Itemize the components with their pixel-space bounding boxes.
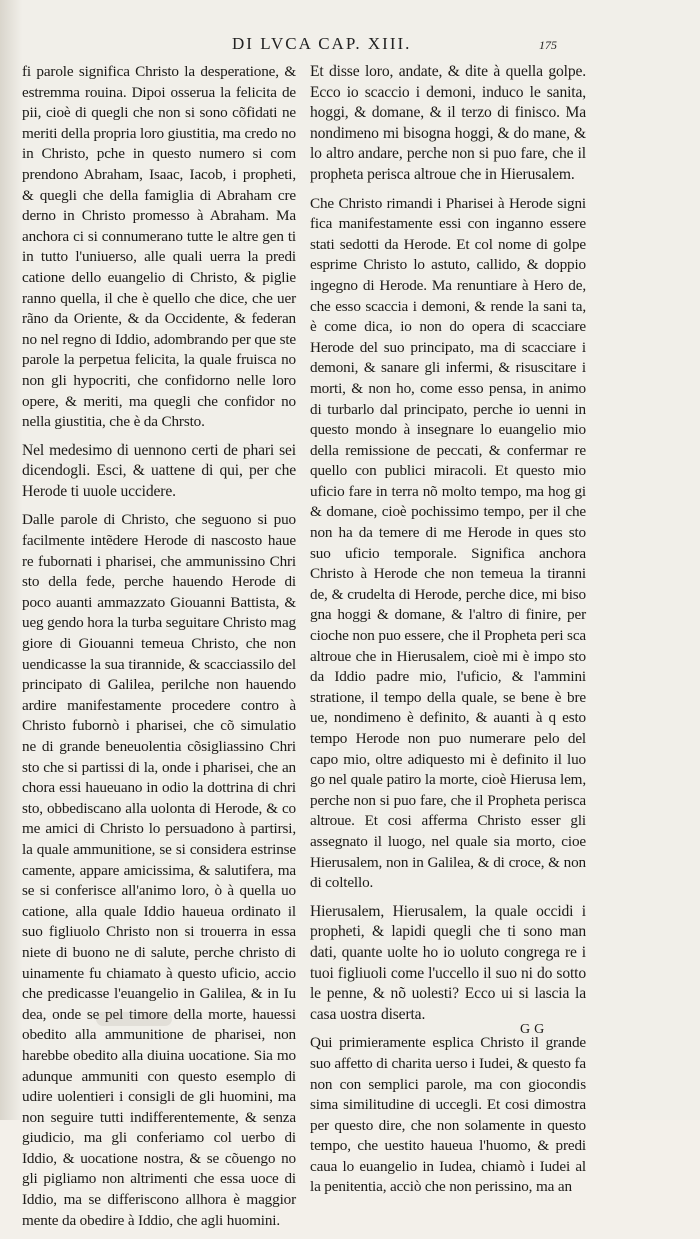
left-column [22, 62, 296, 1239]
scripture-verse: Et disse loro, andate, & dite à quella golpe. Ecco io scaccio i demoni, induco le sanita, hoggi, & domane, & il terzo di finisco. Ma nondimeno mi bisogna hoggi, & do mane, & lo altro andare, perche non si puo fare, che il propheta perisca altroue che in Hierusalem. [310, 63, 586, 183]
page-header [0, 34, 700, 58]
page-number: 175 [539, 38, 557, 52]
commentary-paragraph: Qui primieramente esplica Christo il grande suo affetto di charita uerso i Iudei, & questo fa non con semplici parole, ma con giocondis sima similitudine di uccegli. Et cosi dimostra per questo dire, che non solamente in questo tempo, che uestito haueua l'huomo, & predi caua lo euangelio in Iudea, chiamò i Iudei al la penitentia, acciò che non perissino, ma an [310, 1034, 586, 1196]
commentary-paragraph: fi parole significa Christo la desperatione, & estremma rouina. Dipoi osserua la felicita de pii, cioè di quegli che non si sono cõfidati ne meriti della propria loro giustitia, ma credo no in Christo, pche in questo numero si com prendono Abraham, Isaac, Iacob, i propheti, & quegli che della famiglia di Abraham cre derno in Christo promesso à Abraham. Ma anchora ci si connumerano tutte le altre gen ti in tutto l'uniuerso, alle quali uerra la predi catione dello euangelio di Christo, & piglie ranno quella, il che è quello che dice, che uer rãno da Oriente, & da Occidente, & federan no nel regno di Iddio, adombrando per que ste parole la perpetua felicita, la quale fruisca no non gli hypocriti, che confidorno nelle loro opere, & meriti, ma quegli che confidor no nella giustitia, che è da Chrsto. [22, 63, 296, 431]
scripture-verse: Nel medesimo di uennono certi de phari sei dicendogli. Esci, & uattene di qui, per che Herode ti uuole uccidere. [22, 441, 296, 500]
signature-mark: GG [520, 1022, 549, 1037]
running-title: DI LVCA CAP. XIII. [232, 34, 412, 53]
ink-stain [96, 1012, 172, 1026]
commentary-paragraph: Dalle parole di Christo, che seguono si puo facilmente intẽdere Herode di nascosto haue re fubornati i pharisei, che ammunissino Chri sto della fede, perche hauendo Herode di poco auanti ammazzato Giouanni Battista, & ueg gendo hora la turba seguitare Christo mag giore di Giouanni temeua Christo, che non uendicasse la sua tirannide, & scacciassilo del principato di Galilea, perilche non hauendo ardire manifestamente procedere contro à Christo fubornò i pharisei, che cõ simulatio ne di grande beneuolentia cõsigliassino Chri sto che si partissi di la, onde i pharisei, che an chora essi haueuano in odio la dottrina di chri sto, obbediscano alla uolonta di Herode, & co me amici di Christo lo persuadono à partirsi, la quale ammunitione, se si considera estrinse camente, appare amicissima, & salutifera, ma se si conferisce all'animo loro, ò à quella uo catione, alla quale Iddio haueua ordinato il suo figliuolo Christo non si trouerra in essa niete di buono ne di salute, perche christo di uinamente fu chiamato à questo uficio, accio che predicasse l'euangelio in Galilea, & in Iu dea, onde se pel timore della morte, hauessi obedito alla ammunitione de pharisei, non harebbe obedito alla diuina uocatione. Sia mo adunque ammuniti con questo esemplo di udire uolentieri i consigli de gli huomini, ma non seguire tutti indifferentemente, & senza giudicio, ma gli conferiamo col uerbo di Iddio, & uocatione nostra, & se cõuengo no gli pigliamo non altrimenti che essa uoce di Iddio, ma se differiscono allhora è maggior mente da obedire à Iddio, che agli huomini. [22, 511, 296, 1229]
commentary-paragraph: Che Christo rimandi i Pharisei à Herode signi fica manifestamente essi con inganno essere stati sedotti da Herode. Et col nome di golpe esprime Christo lo astuto, callido, & doppio ingegno di Herode. Ma renuntiare à Hero de, che esso scaccia i demoni, & rende la sani ta, è come dica, io non do opera di scacciare Herode del suo principato, ma di scacciare i demoni, & sanare gli infermi, & risuscitare i morti, & non ho, come esso pensa, in animo di turbarlo dal principato, perche io uenni in questo mondo à insegnare lo euangelio mio della remissione de peccati, & confermar re quello con publici miracoli. Et questo mio uficio fare in terra nõ molto tempo, ma hog gi & domane, cioè pochissimo tempo, per il che non ha da temere di me Herode in ques sto suo uficio temporale. Significa anchora Christo à Herode che non temeua la tiranni de, & crudelta di Herode, perche dice, mi biso gna hoggi & domane, & l'altro di finire, per cioche non puo essere, che il Propheta peri sca altroue che in Hierusalem, cioè mi è impo sto da Iddio padre mio, l'uficio, & l'ammini stratione, il tempo della quale, se bene è bre ue, nondimeno è definito, & auanti à q esto tempo Herode non puo numerare pelo del capo mio, oltre adiquesto mi è definito il luo go nel quale patiro la morte, cioè Hierusa lem, perche non si puo fare, che il Propheta perisca altroue. Et cosi afferma Christo esser gli assegnato il luogo, nel quale sia morto, cioe Hierusalem, non in Galilea, & di croce, & non di coltello. [310, 194, 586, 892]
scripture-verse: Hierusalem, Hierusalem, la quale occidi i propheti, & lapidi quegli che ti sono man dati, quante uolte ho io uoluto congrega re i tuoi figliuoli come l'uccello il suo ni do sotto le penne, & nõ uolesti? Ecco ui si lascia la casa uostra diserta. [310, 902, 586, 1023]
